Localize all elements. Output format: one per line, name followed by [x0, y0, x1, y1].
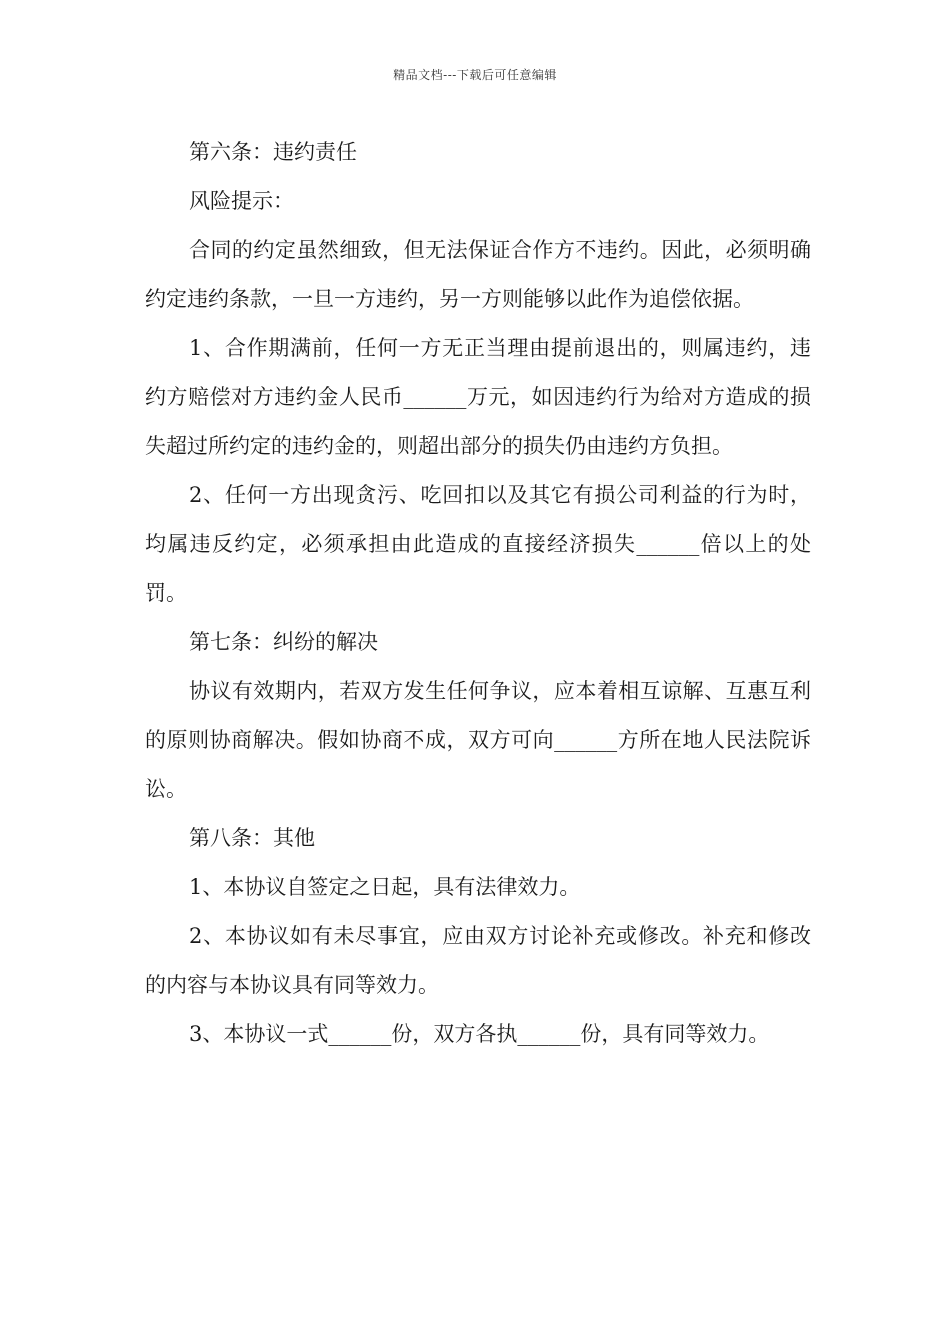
clause-8-3: 3、本协议一式______份，双方各执______份，具有同等效力。	[189, 1022, 770, 1046]
clause-8-1: 1、本协议自签定之日起，具有法律效力。	[189, 875, 581, 899]
section-heading-article-8: 第八条：其他	[189, 826, 315, 850]
section-heading-article-7: 第七条：纠纷的解决	[189, 630, 378, 654]
clause-8-2: 2、本协议如有未尽事宜，应由双方讨论补充或修改。补充和修改的内容与本协议具有同等效力。	[145, 924, 811, 997]
clause-6-2: 2、任何一方出现贪污、吃回扣以及其它有损公司利益的行为时，均属违反约定，必须承担由此造成的直接经济损失______倍以上的处罚。	[145, 483, 811, 605]
section-heading-article-6: 第六条：违约责任	[189, 140, 357, 164]
clause-6-1: 1、合作期满前，任何一方无正当理由提前退出的，则属违约，违约方赔偿对方违约金人民币______万元，如因违约行为给对方造成的损失超过所约定的违约金的，则超出部分的损失仍由违约方负担。	[145, 336, 811, 458]
risk-note-paragraph: 合同的约定虽然细致，但无法保证合作方不违约。因此，必须明确约定违约条款，一旦一方违约，另一方则能够以此作为追偿依据。	[145, 238, 811, 311]
document-body	[145, 128, 811, 1059]
page-header: 精品文档---下载后可任意编辑	[393, 68, 557, 82]
clause-7-paragraph: 协议有效期内，若双方发生任何争议，应本着相互谅解、互惠互利的原则协商解决。假如协商不成，双方可向______方所在地人民法院诉讼。	[145, 679, 811, 801]
risk-note-label: 风险提示：	[189, 189, 294, 213]
